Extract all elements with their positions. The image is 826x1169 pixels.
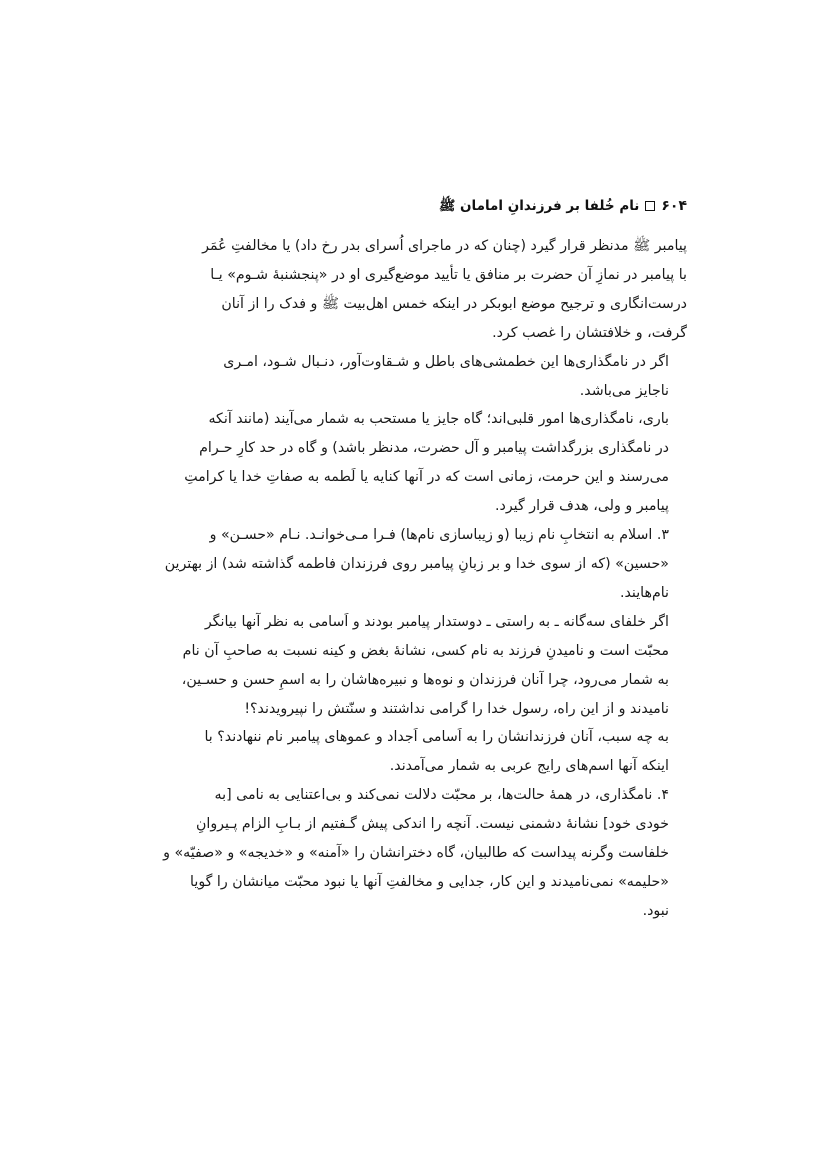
text-line: خودی خود] نشانهٔ دشمنی نیست. آنچه را اندکی پیش گـفتیم از بـابِ الزام پـیروانِ bbox=[195, 816, 669, 833]
chapter-title: نام خُلفا بر فرزندانِ امامان ﷺ bbox=[438, 198, 640, 214]
text-line: اینکه آنها اسم‌های رایج عربی به شمار می‌آمدند. bbox=[389, 758, 669, 775]
text-line: نبود. bbox=[642, 902, 669, 919]
text-line: «حسین» (که از سوی خدا و بر زبانِ پیامبر روی فرزندان فاطمه گذاشته شد) از بهترین bbox=[164, 555, 669, 572]
text-line: خلفاست وگرنه پیداست که طالبیان، گاه دخترانشان را «آمنه» و «خدیجه» و «صفیّه» و bbox=[163, 845, 669, 862]
text-line: پیامبر و ولی، هدف قرار گیرد. bbox=[495, 498, 669, 515]
paragraph bbox=[139, 521, 687, 608]
text-line: «حلیمه» نمی‌نامیدند و این کار، جدایی و مخالفتِ آنها یا نبود محبّت میانشان را گویا bbox=[190, 873, 669, 890]
text-line: به شمار می‌رود، چرا آنان فرزندان و نوه‌ها و نبیره‌هاشان را به اسمِ حسن و حسـین، bbox=[181, 671, 669, 688]
paragraph bbox=[139, 781, 687, 926]
text-line: می‌رسند و این حرمت، زمانی است که در آنها کنایه یا لَطمه به صفاتِ خدا یا کرامتِ bbox=[184, 469, 669, 486]
text-line: با پیامبر در نمازِ آن حضرت بر منافق یا تأیید موضع‌گیری او در «پنجشنبهٔ شـوم» یـا bbox=[210, 266, 687, 283]
running-header bbox=[139, 196, 687, 216]
page-number: ۶۰۴ bbox=[661, 198, 687, 214]
paragraph bbox=[139, 405, 687, 521]
text-line: ۴. نامگذاری، در همهٔ حالت‌ها، بر محبّت دلالت نمی‌کند و بی‌اعتنایی به نامی [به bbox=[214, 787, 669, 804]
text-line: باری، نامگذاری‌ها امور قلبی‌اند؛ گاه جایز یا مستحب به شمار می‌آیند (مانند آنکه bbox=[208, 411, 669, 428]
paragraph bbox=[139, 348, 687, 406]
text-line: در نامگذاری بزرگداشت پیامبر و آل حضرت، مدنظر باشد) و گاه در حد کارِ حـرام bbox=[199, 440, 669, 457]
paragraph bbox=[139, 608, 687, 724]
text-line: اگر خلفای سه‌گانه ـ به راستی ـ دوستدار پیامبر بودند و اَسامی به نظر آنها بیانگر bbox=[204, 613, 669, 630]
text-line: درست‌انگاری و ترجیح موضع ابوبکر در اینکه خمس اهل‌بیت ﷺ و فدک را از آنان bbox=[221, 295, 687, 312]
text-line: اگر در نامگذاری‌ها این خطمشی‌های باطل و شـقاوت‌آور، دنـبال شـود، امـری bbox=[223, 353, 669, 370]
square-ornament-icon bbox=[645, 201, 655, 211]
text-line: نامیدند و از این راه، رسول خدا را گرامی نداشتند و سنّتش را نپیرویدند؟! bbox=[244, 700, 669, 717]
text-line: نام‌هایند. bbox=[619, 584, 669, 601]
text-line: گرفت، و خلافتشان را غصب کرد. bbox=[492, 324, 687, 341]
text-line: محبّت است و نامیدنِ فرزند به نام کسی، نشانهٔ بغض و کینه نسبت به صاحبِ آن نام bbox=[182, 642, 669, 659]
text-line: به چه سبب، آنان فرزندانشان را به اَسامی اَجداد و عموهای پیامبر نام ننهادند؟ با bbox=[204, 729, 669, 746]
text-line: ناجایز می‌باشد. bbox=[579, 382, 669, 399]
text-line: ۳. اسلام به انتخابِ نام زیبا (و زیباسازی نام‌ها) فـرا مـی‌خوانـد. نـام «حسـن» و bbox=[209, 527, 669, 544]
body-text bbox=[139, 232, 687, 926]
paragraph bbox=[139, 232, 687, 348]
text-line: پیامبر ﷺ مدنظر قرار گیرد (چنان که در ماجرای اُسرای بدر رخ داد) یا مخالفتِ عُمَر bbox=[202, 238, 687, 254]
paragraph bbox=[139, 723, 687, 781]
